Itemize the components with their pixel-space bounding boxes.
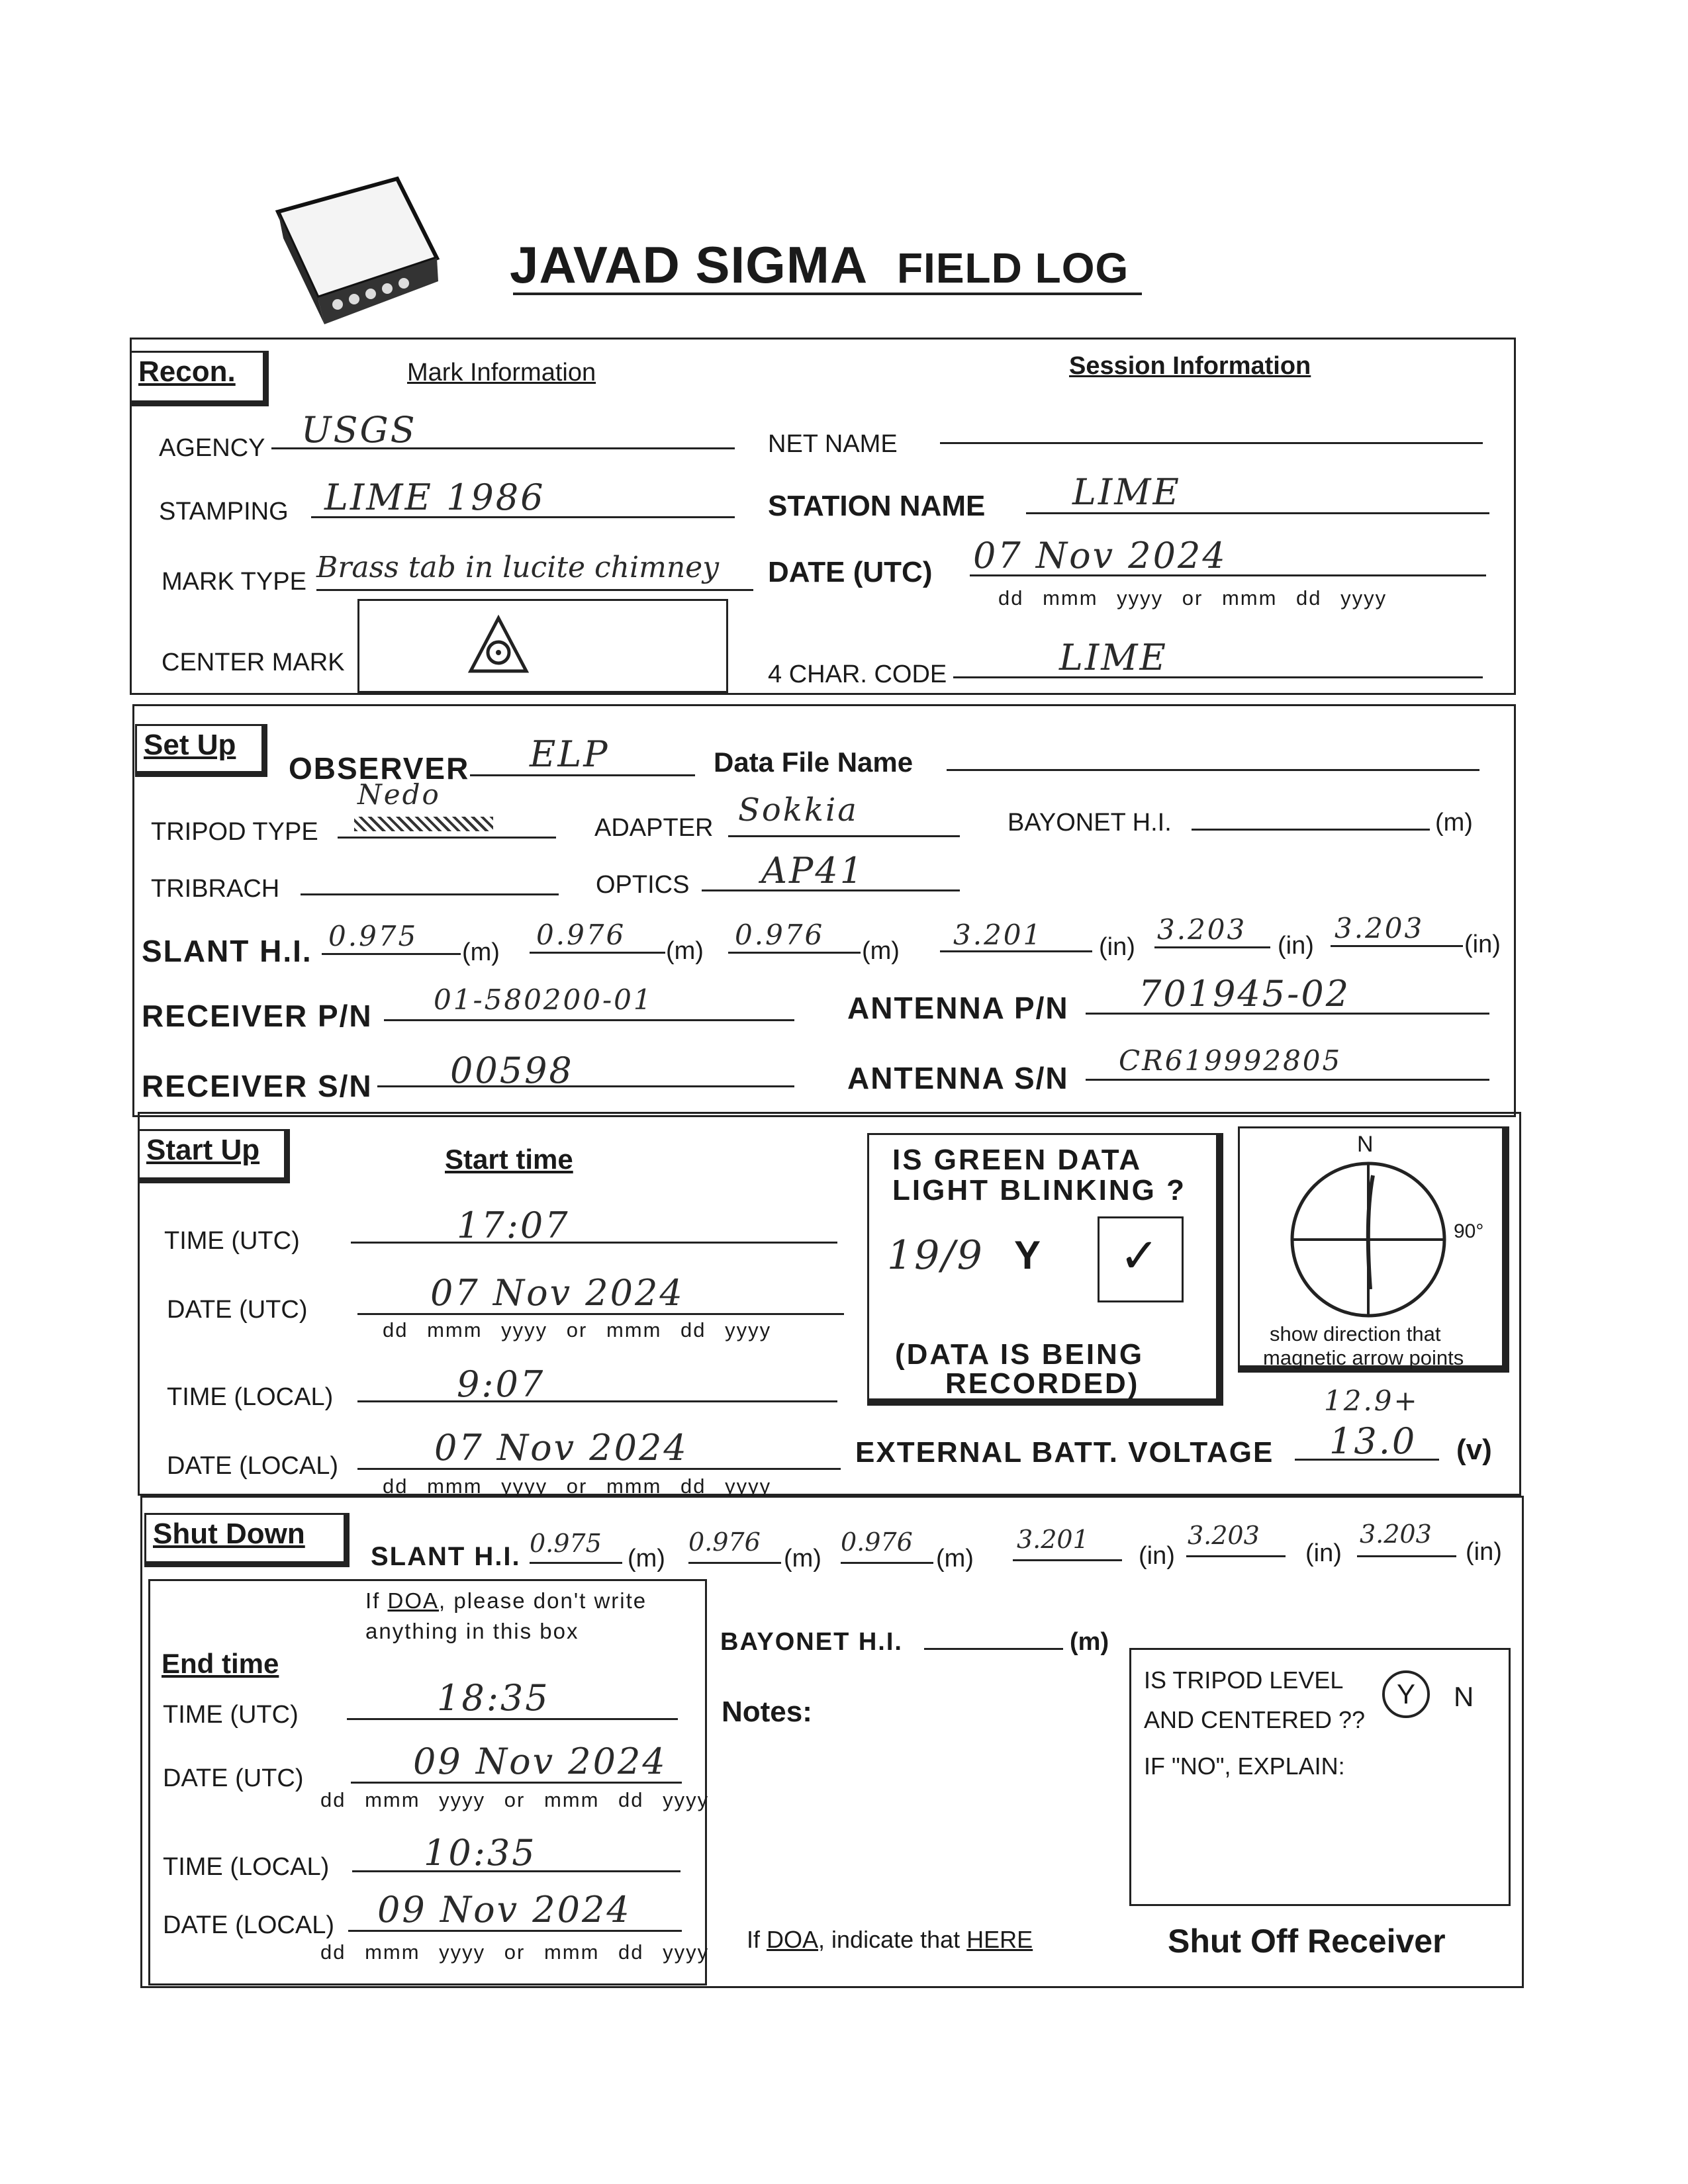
agency-label: AGENCY [159,434,265,462]
recon-date-hint: dd mmm yyyy or mmm dd yyyy [998,586,1387,610]
setup-tab: Set Up [135,724,267,777]
recording-line-1: (DATA IS BEING [895,1338,1145,1371]
compass-north: N [1357,1132,1374,1157]
center-mark-label: CENTER MARK [162,649,345,676]
agency-value[interactable]: USGS [301,409,417,451]
net-name-label: NET NAME [768,430,898,458]
setup-slant-unit-2: (m) [666,937,704,965]
compass-90: 90° [1454,1220,1484,1242]
title-sub: FIELD LOG [896,244,1129,292]
start-time-local-label: TIME (LOCAL) [167,1383,334,1411]
setup-slant-3[interactable]: 0.976 [735,919,825,951]
compass-note: 12.9+ [1324,1385,1419,1417]
shutdown-slant-unit-1: (m) [628,1545,665,1572]
setup-slant-unit-1: (m) [462,938,500,966]
ext-batt-label: EXTERNAL BATT. VOLTAGE [855,1436,1274,1469]
shutdown-slant-2[interactable]: 0.976 [688,1527,761,1557]
antenna-sn-value[interactable]: CR619992805 [1119,1044,1342,1077]
start-date-utc-hint: dd mmm yyyy or mmm dd yyyy [383,1318,772,1342]
observer-value[interactable]: ELP [530,733,610,775]
end-date-local-value[interactable]: 09 Nov 2024 [377,1889,632,1931]
shutdown-bayonet-unit: (m) [1070,1628,1109,1656]
tripod-label: TRIPOD TYPE [151,818,318,846]
mark-info-heading: Mark Information [407,359,596,387]
adapter-value[interactable]: Sokkia [738,792,859,829]
session-info-heading: Session Information [1069,352,1311,380]
receiver-sn-value[interactable]: 00598 [450,1050,574,1091]
antenna-pn-value[interactable]: 701945-02 [1139,973,1351,1015]
observer-label: OBSERVER [289,751,470,786]
adapter-label: ADAPTER [594,814,714,842]
tribrach-label: TRIBRACH [151,875,280,903]
tripod-no[interactable]: N [1454,1681,1474,1712]
shutdown-slant-unit-6: (in) [1466,1538,1502,1566]
doa-note-1: If DOA, please don't write [365,1588,647,1613]
end-time-utc-value[interactable]: 18:35 [437,1677,550,1719]
end-date-utc-hint: dd mmm yyyy or mmm dd yyyy [320,1788,710,1811]
shutdown-slant-unit-4: (in) [1139,1542,1175,1570]
center-mark-box[interactable] [357,599,728,693]
ext-batt-value[interactable]: 13.0 [1329,1420,1417,1462]
start-time-local-value[interactable]: 9:07 [457,1363,545,1405]
date-utc-label: DATE (UTC) [768,556,933,588]
receiver-pn-label: RECEIVER P/N [142,999,373,1033]
notes-label: Notes: [722,1696,812,1728]
startup-tab: Start Up [138,1129,290,1183]
end-date-local-label: DATE (LOCAL) [163,1911,335,1939]
receiver-pn-value[interactable]: 01-580200-01 [434,983,653,1016]
green-light-q1: IS GREEN DATA [892,1144,1143,1176]
bayonet-unit: (m) [1435,809,1473,837]
antenna-pn-label: ANTENNA P/N [847,991,1069,1025]
char-code-value[interactable]: LIME [1059,637,1168,678]
start-time-heading: Start time [445,1144,573,1175]
end-date-local-hint: dd mmm yyyy or mmm dd yyyy [320,1940,710,1964]
setup-slant-unit-6: (in) [1464,931,1501,958]
tripod-explain: IF "NO", EXPLAIN: [1144,1752,1345,1780]
title-main: JAVAD SIGMA [510,236,867,294]
start-time-utc-value[interactable]: 17:07 [457,1205,570,1246]
recon-tab: Recon. [130,351,269,406]
recording-line-2: RECORDED) [945,1367,1140,1400]
receiver-sn-label: RECEIVER S/N [142,1069,373,1103]
tripod-value[interactable]: Nedo [357,778,441,811]
recon-date-value[interactable]: 07 Nov 2024 [973,535,1227,576]
shutdown-slant-unit-5: (in) [1305,1539,1342,1567]
data-file-label: Data File Name [714,747,914,778]
center-mark-symbol [465,613,532,679]
end-date-utc-label: DATE (UTC) [163,1764,304,1792]
start-time-utc-label: TIME (UTC) [164,1227,300,1255]
stamping-label: STAMPING [159,498,289,525]
start-date-utc-value[interactable]: 07 Nov 2024 [430,1272,684,1314]
tripod-q2: AND CENTERED ?? [1144,1706,1366,1733]
green-light-q2: LIGHT BLINKING ? [892,1174,1186,1206]
mark-type-value[interactable]: Brass tab in lucite chimney [316,551,720,584]
end-date-utc-value[interactable]: 09 Nov 2024 [413,1741,667,1782]
shutdown-slant-unit-3: (m) [936,1545,974,1572]
setup-slant-6[interactable]: 3.203 [1335,912,1425,944]
scribbled-out-text [354,817,493,831]
shutdown-slant-label: SLANT H.I. [371,1542,521,1571]
notes-area[interactable] [722,1734,1119,1906]
optics-label: OPTICS [596,871,690,899]
end-time-local-label: TIME (LOCAL) [163,1853,330,1881]
shut-off-receiver: Shut Off Receiver [1168,1923,1446,1960]
shutdown-slant-unit-2: (m) [784,1545,821,1572]
setup-slant-2[interactable]: 0.976 [536,919,626,951]
antenna-sn-label: ANTENNA S/N [847,1061,1069,1095]
start-date-local-value[interactable]: 07 Nov 2024 [434,1427,688,1469]
green-light-checkbox[interactable] [1098,1216,1184,1302]
green-light-note: 19/9 [887,1232,984,1279]
tripod-yes-circled[interactable]: Y [1382,1670,1430,1718]
receiver-device-image [265,165,444,331]
bayonet-label: BAYONET H.I. [1008,809,1172,837]
stamping-value[interactable]: LIME 1986 [324,477,545,518]
start-date-local-hint: dd mmm yyyy or mmm dd yyyy [383,1475,772,1498]
start-date-utc-label: DATE (UTC) [167,1296,308,1324]
shutdown-bayonet-label: BAYONET H.I. [720,1628,903,1656]
compass-caption-1: show direction that [1270,1322,1441,1345]
form-title [510,235,1129,295]
setup-slant-label: SLANT H.I. [142,934,312,968]
green-light-y: Y [1014,1233,1041,1277]
compass-caption-2: magnetic arrow points [1263,1346,1464,1369]
station-name-label: STATION NAME [768,490,986,522]
mark-type-label: MARK TYPE [162,568,306,596]
shutdown-slant-4[interactable]: 3.201 [1017,1525,1089,1554]
doa-note-2: anything in this box [365,1619,579,1643]
setup-slant-unit-5: (in) [1278,932,1314,960]
station-name-value[interactable]: LIME [1072,471,1181,513]
doa-indicate[interactable]: If DOA, indicate that HERE [747,1926,1033,1953]
shutdown-slant-6[interactable]: 3.203 [1360,1520,1432,1549]
green-light-checkmark: ✓ [1119,1230,1160,1283]
start-date-local-label: DATE (LOCAL) [167,1452,339,1480]
setup-slant-1[interactable]: 0.975 [328,920,418,952]
tripod-q1: IS TRIPOD LEVEL [1144,1666,1344,1694]
setup-slant-5[interactable]: 3.203 [1157,913,1247,946]
setup-slant-4[interactable]: 3.201 [953,919,1043,951]
setup-slant-unit-4: (in) [1099,933,1135,961]
end-time-local-value[interactable]: 10:35 [424,1832,537,1874]
char-code-label: 4 CHAR. CODE [768,660,947,688]
end-time-heading: End time [162,1648,279,1679]
setup-slant-unit-3: (m) [862,937,900,965]
shutdown-slant-3[interactable]: 0.976 [841,1527,913,1557]
shutdown-slant-1[interactable]: 0.975 [530,1529,602,1558]
end-time-utc-label: TIME (UTC) [163,1701,299,1729]
ext-batt-unit: (v) [1456,1433,1492,1466]
optics-value[interactable]: AP41 [761,850,865,891]
compass-dial [1286,1157,1451,1322]
shutdown-slant-5[interactable]: 3.203 [1188,1521,1260,1550]
shutdown-tab: Shut Down [144,1513,350,1567]
